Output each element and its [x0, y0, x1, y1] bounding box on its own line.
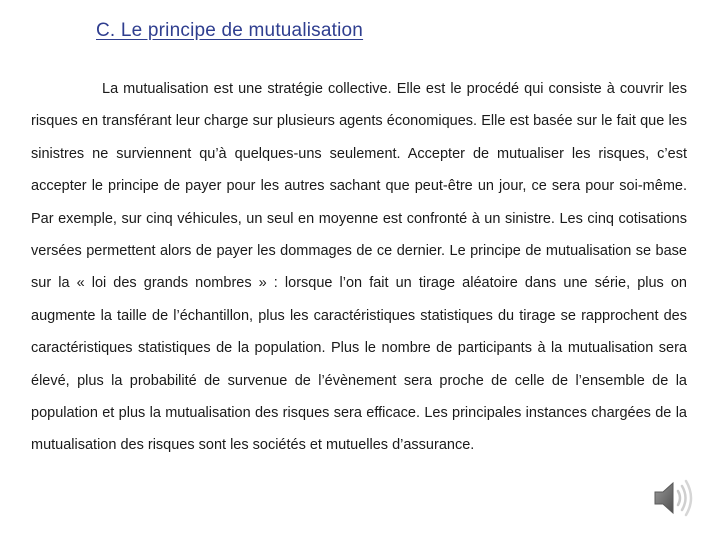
audio-speaker-icon[interactable]	[649, 474, 699, 522]
speaker-icon	[649, 474, 699, 522]
body-paragraph: La mutualisation est une stratégie collective. Elle est le procédé qui consiste à couvrir les risques en transférant leur charge sur plusieurs agents économiques. Elle est basée sur le fait que les sinistres ne surviennent qu’à quelques-uns seulement. Accepter de mutualiser les risques, c’est accepter le principe de payer pour les autres sachant que peut-être un jour, ce sera pour soi-même. Par exemple, sur cinq véhicules, un seul en moyenne est confronté à un sinistre. Les cinq cotisations versées permettent alors de payer les dommages de ce dernier. Le principe de mutualisation se base sur la « loi des grands nombres » : lorsque l’on fait un tirage aléatoire dans une série, plus on augmente la taille de l’échantillon, plus les caractéristiques statistiques du tirage se rapprochent des caractéristiques statistiques de la population. Plus le nombre de participants à la mutualisation sera élevé, plus la probabilité de survenue de l’évènement sera proche de celle de l’ensemble de la population et plus la mutualisation des risques sera efficace. Les principales instances chargées de la mutualisation des risques sont les sociétés et mutuelles d’assurance.	[31, 81, 687, 454]
page-title: C. Le principe de mutualisation	[96, 20, 364, 41]
